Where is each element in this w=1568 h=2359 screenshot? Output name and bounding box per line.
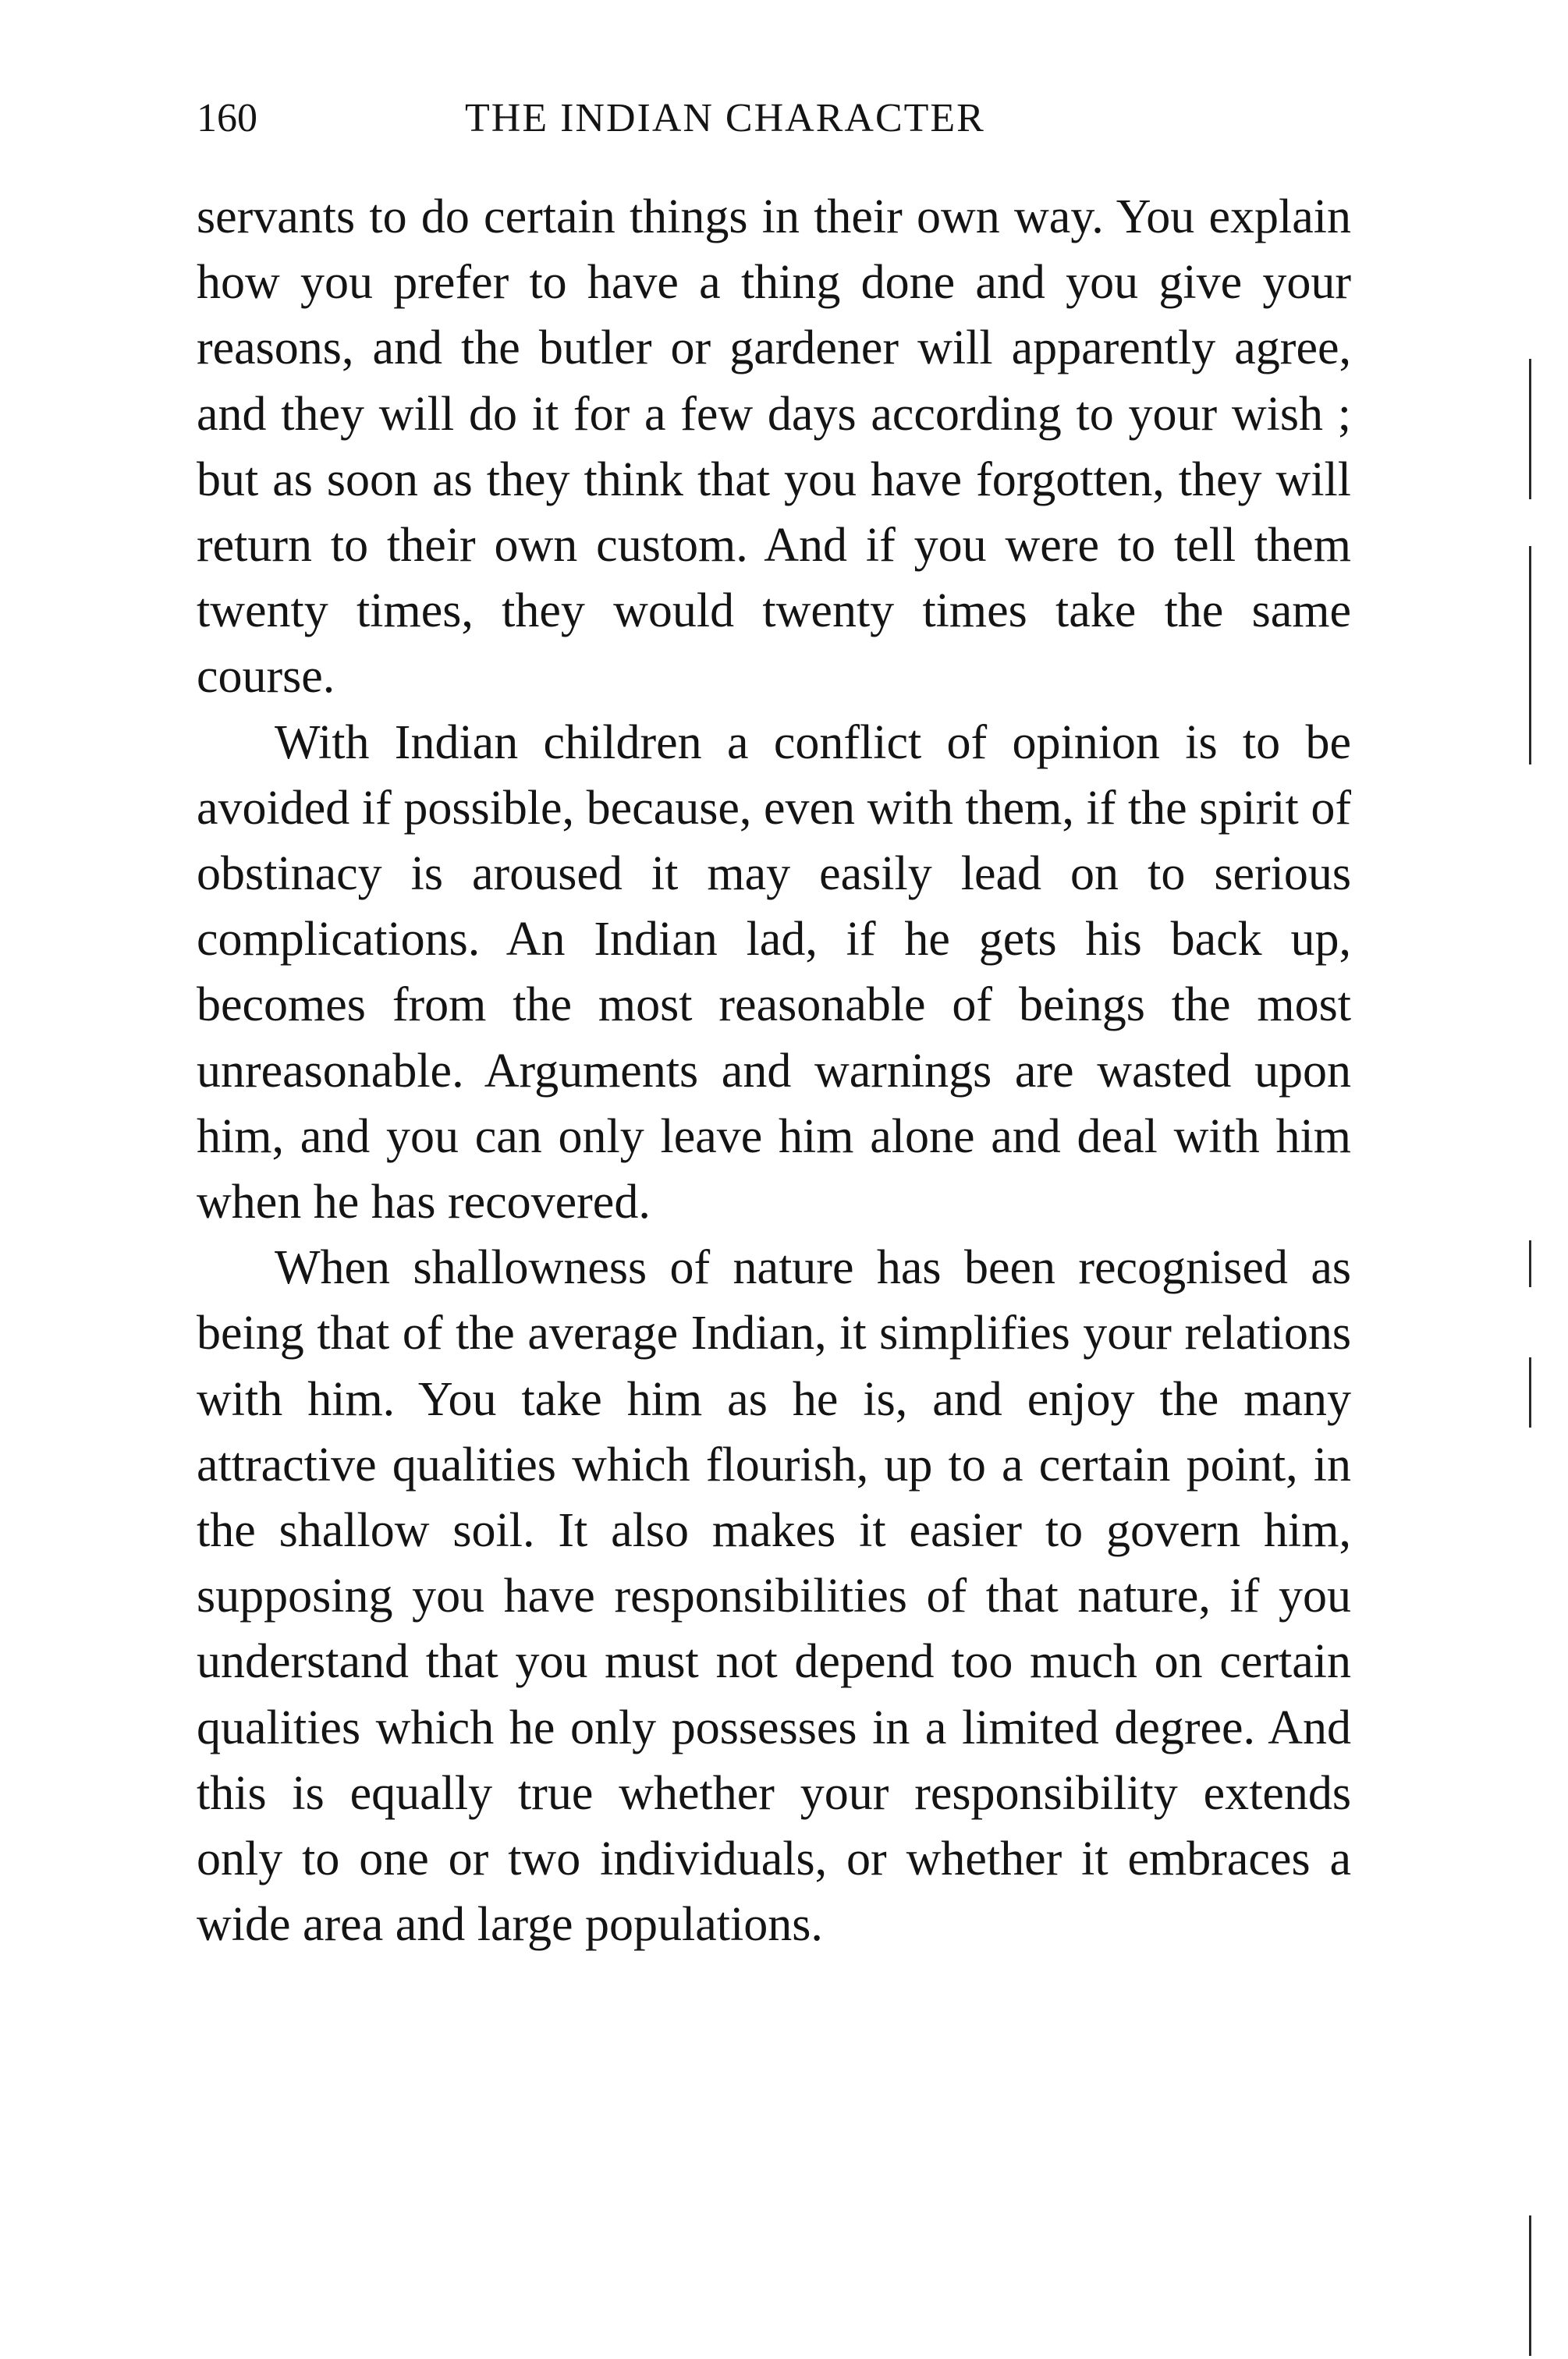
body-text [197,184,1351,1957]
gutter-scan-mark [1529,1357,1531,1428]
gutter-scan-mark [1529,546,1531,764]
gutter-scan-mark [1529,359,1531,499]
page-number: 160 [197,96,257,140]
paragraph-continued: servants to do certain things in their own way. You explain how you prefer to have a thing done and you give your reasons, and the butler or gardener will apparently agree, and they will do it for a few days according to your wish ; but as soon as they think that you have forgotten, they will return to their own custom. And if you were to tell them twenty times, they would twenty times take the same course. [197,190,1351,704]
paragraph-shallowness: When shallowness of nature has been recognised as being that of the average Indian, it simplifies your relations with him. You take him as he is, and enjoy the many attractive qualities which flourish, up to a certain point, in the shallow soil. It also makes it easier to govern him, supposing you have responsibilities of that nature, if you understand that you must not depend too much on certain qualities which he only possesses in a limited degree. And this is equally true whether your responsibility extends only to one or two individuals, or whether it embraces a wide area and large populations. [197,1241,1351,1952]
gutter-scan-mark [1529,2215,1531,2356]
paragraph-indian-children: With Indian children a conflict of opinion is to be avoided if possible, because, even with them, if the spirit of obstinacy is aroused it may easily lead on to serious complications. An Indian lad, if he gets his back up, becomes from the most reasonable of beings the most unreasonable. Arguments and warnings are wasted upon him, and you can only leave him alone and deal with him when he has recovered. [197,715,1351,1229]
running-head [197,87,1351,150]
gutter-scan-mark [1529,1240,1531,1287]
running-title: THE INDIAN CHARACTER [465,96,985,140]
